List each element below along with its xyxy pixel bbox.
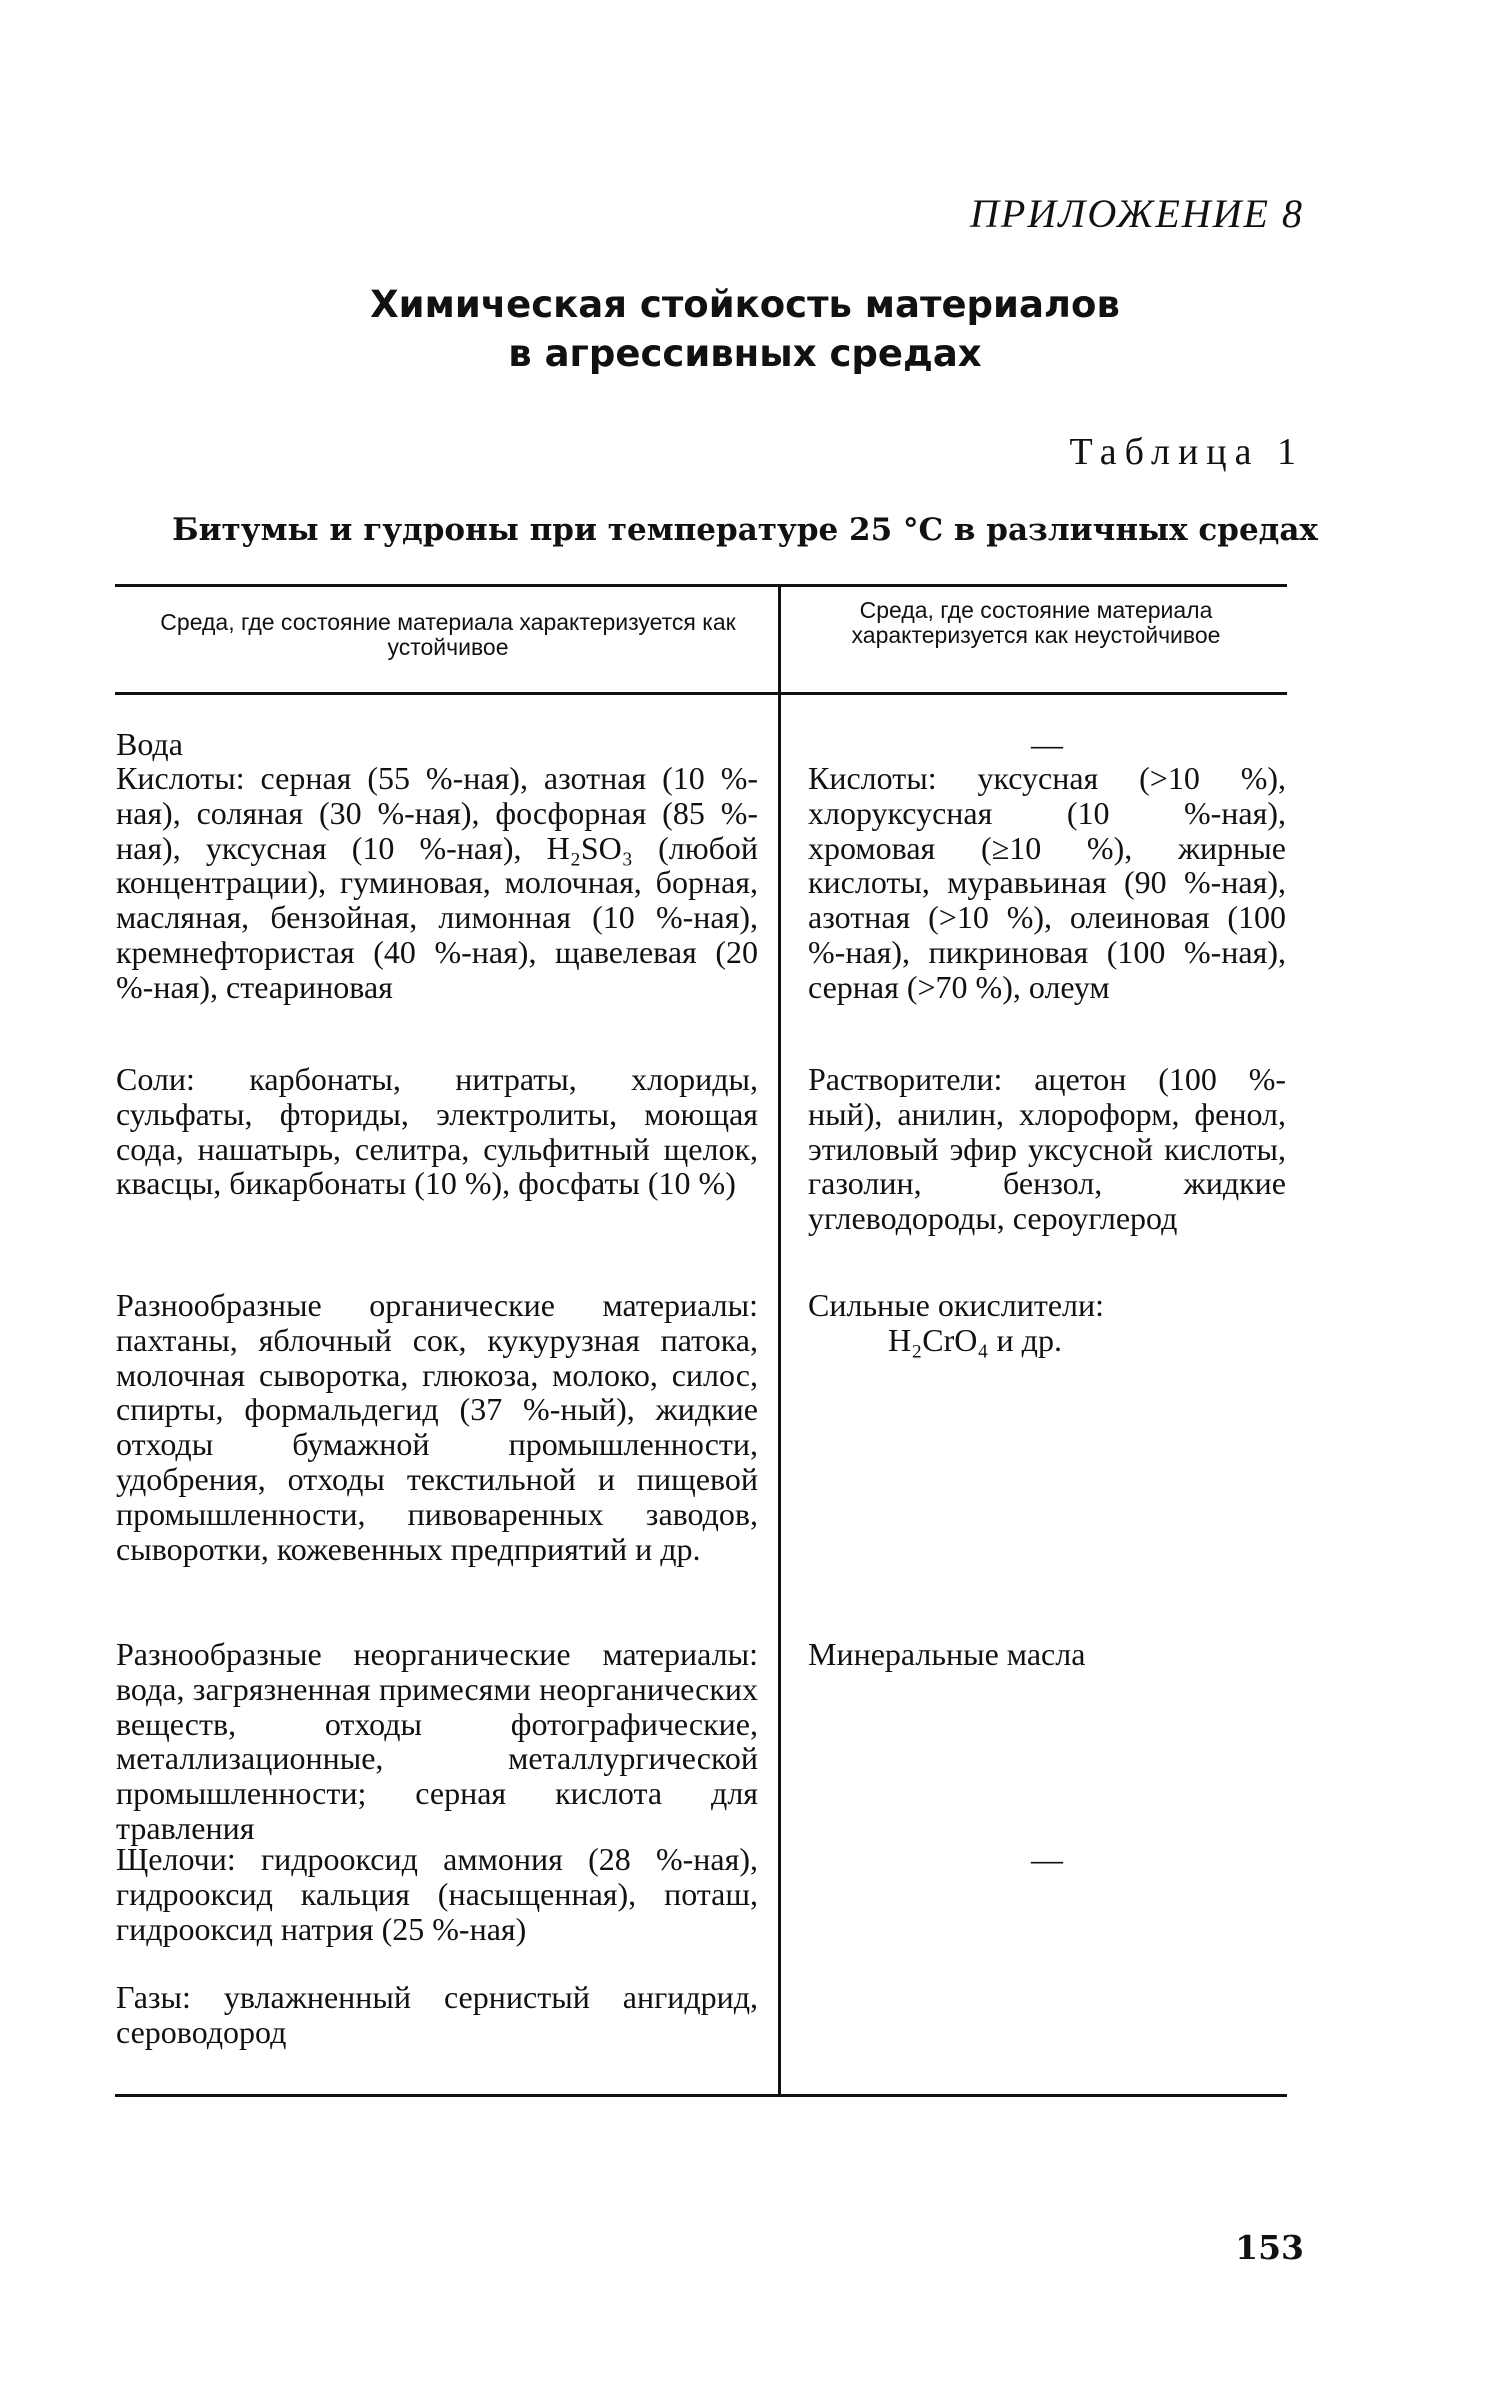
stable-item: Щелочи: гидрооксид аммония (28 %-ная), гидрооксид кальция (насыщенная), поташ, гидрооксид натрия (25 %-ная)	[116, 1841, 758, 1947]
table-label: Таблица 1	[1069, 431, 1304, 473]
stable-item: Газы: увлажненный сернистый ангидрид, сероводород	[116, 1979, 758, 2050]
unstable-item: —	[1031, 1841, 1063, 1877]
stable-item: Разнообразные органические материалы: пахтаны, яблочный сок, кукурузная патока, молочная сыворотка, глюкоза, молоко, силос, спирты, формальдегид (37 %-ный), жидкие отходы бумажной промышленности, удобрения, отходы текстильной и пищевой промышленности, пивоваренных заводов, сыворотки, кожевенных предприятий и др.	[116, 1287, 758, 1567]
appendix-label: ПРИЛОЖЕНИЕ 8	[970, 191, 1304, 236]
stable-item: Соли: карбонаты, нитраты, хлориды, сульфаты, фториды, электролиты, моющая сода, нашатырь, селитра, сульфитный щелок, квасцы, бикарбонаты (10 %), фосфаты (10 %)	[116, 1061, 758, 1202]
header-stable: Среда, где состояние материала характеризуется как устойчивое	[160, 609, 736, 660]
table-caption: Битумы и гудроны при температуре 25 °С в различных средах	[172, 512, 1318, 548]
title-line-2: в агрессивных средах	[508, 332, 982, 375]
unstable-item: Кислоты: уксусная (>10 %), хлоруксусная (10 %-ная), хромовая (≥10 %), жирные кислоты, муравьиная (90 %-ная), азотная (>10 %), олеиновая (100 %-ная), пикриновая (100 %-ная), серная (>70 %), олеум	[808, 760, 1286, 1005]
stable-item: Кислоты: серная (55 %-ная), азотная (10 %-ная), соляная (30 %-ная), фосфорная (85 %-ная), уксусная (10 %-ная), H₂SO₃ (любой концентрации), гуминовая, молочная, борная, масляная, бензойная, лимонная (10 %-ная), кремнефтористая (40 %-ная), щавелевая (20 %-ная), стеариновая	[116, 760, 758, 1005]
header-column-divider	[778, 586, 781, 692]
unstable-item: Сильные окислители:	[808, 1287, 1104, 1323]
unstable-item: H₂CrO₄ и др.	[888, 1322, 1062, 1358]
title-line-1: Химическая стойкость материалов	[370, 283, 1120, 326]
header-unstable: Среда, где состояние материала характеризуется как неустойчивое	[851, 597, 1221, 648]
unstable-item: Минеральные масла	[808, 1636, 1086, 1672]
unstable-item: —	[1031, 726, 1063, 762]
page-number: 153	[1235, 2228, 1304, 2267]
page-title	[0, 280, 1490, 378]
table-top-rule	[115, 584, 1287, 587]
stable-item: Вода	[116, 726, 183, 762]
table-bottom-rule	[115, 2094, 1287, 2097]
header-bottom-rule	[115, 692, 1287, 695]
body-column-divider	[778, 694, 781, 2094]
unstable-item: Растворители: ацетон (100 %-ный), анилин, хлороформ, фенол, этиловый эфир уксусной кислоты, газолин, бензол, жидкие углеводороды, сероуглерод	[808, 1061, 1286, 1237]
stable-item: Разнообразные неорганические материалы: вода, загрязненная примесями неорганических веществ, отходы фотографические, металлизационные, металлургической промышленности; серная кислота для травления	[116, 1636, 758, 1846]
